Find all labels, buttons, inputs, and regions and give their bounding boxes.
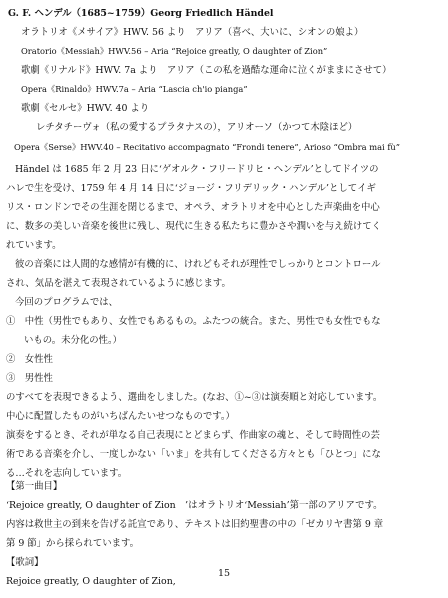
piece-description: 内容は救世主の到来を告げる託宣であり、テキストは旧約聖書の中の「ゼカリヤ書第 9 章	[6, 519, 384, 530]
body-line: のすべてを表現できるよう、選曲をしました。(なお、①~③は演奏順と対応しています。	[6, 392, 383, 403]
program-item-en: Opera《Serse》HWV.40 – Recitativo accompagnato “Frondi tenere”, Arioso “Ombra mai fù”	[14, 142, 400, 152]
body-line: に、数多の美しい音楽を後世に残し、現代に生きる私たちに豊かさや潤いを与え続けてく	[6, 221, 382, 232]
body-line: され、気品を湛えて表現されているように感じます。	[6, 278, 231, 289]
body-line: 今回のプログラムでは、	[15, 297, 119, 308]
body-line: ハレで生を受け、1759 年 4 月 14 日に‘ジョージ・フリデリック・ハンデル’としてイギ	[6, 183, 376, 194]
body-line: リス・ロンドンでその生涯を閉じるまで、オペラ、オラトリオを中心とした声楽曲を中心	[6, 202, 380, 213]
body-line: れています。	[6, 240, 62, 251]
piece-description: ‘Rejoice greatly, O daughter of Zion ’はオラトリオ‘Messiah’第一部のアリアです。	[6, 500, 383, 511]
list-item-continuation: いもの。未分化の性。）	[24, 335, 123, 346]
body-line: 彼の音楽には人間的な感情が有機的に、けれどもそれが理性でしっかりとコントロール	[15, 259, 381, 270]
page-number: 15	[217, 568, 231, 579]
lyrics-heading: 【歌詞】	[6, 557, 44, 568]
program-item-ja: 歌劇《セルセ》HWV. 40 より	[21, 103, 150, 114]
list-item: ① 中性（男性でもあり、女性でもあるもの。ふたつの統合。また、男性でも女性でもな	[6, 316, 381, 327]
list-item: ③ 男性性	[6, 373, 53, 384]
program-item-en: Opera《Rinaldo》HWV.7a – Aria “Lascia ch'io pianga”	[21, 84, 248, 94]
list-item: ② 女性性	[6, 354, 53, 365]
body-line: Händel は 1685 年 2 月 23 日に‘ゲオルク・フリードリヒ・ヘンデル’としてドイツの	[15, 164, 379, 175]
lyrics-line: Rejoice greatly, O daughter of Zion,	[6, 576, 176, 587]
section-heading: 【第一曲目】	[6, 481, 63, 492]
body-line: 術である音楽を介し、一度しかない「いま」を共有してくださる方々とも「ひとつ」にな	[6, 449, 381, 460]
program-item-ja: 歌劇《リナルド》HWV. 7a より アリア（この私を過酷な運命に泣くがままにさせて）	[21, 65, 392, 76]
body-line: 中心に配置したものがいちばんたいせつなものです。）	[6, 411, 235, 422]
program-item-en: Oratorio《Messiah》HWV.56 – Aria “Rejoice greatly, O daughter of Zion”	[21, 46, 328, 56]
body-line: る…それを志向しています。	[6, 468, 128, 479]
piece-description: 第 9 節」から採られています。	[6, 538, 140, 549]
program-item-ja: オラトリオ《メサイア》HWV. 56 より アリア（喜べ、大いに、シオンの娘よ）	[21, 27, 364, 38]
page-title: G. F. ヘンデル（1685~1759）Georg Friedlich Händel	[8, 8, 274, 19]
body-line: 演奏をするとき、それが単なる自己表現にとどまらず、作曲家の魂と、そして時間性の芸	[6, 430, 380, 441]
program-item-ja: レチタチーヴォ（私の愛するプラタナスの），アリオーソ（かつて木陰ほど）	[36, 122, 358, 133]
